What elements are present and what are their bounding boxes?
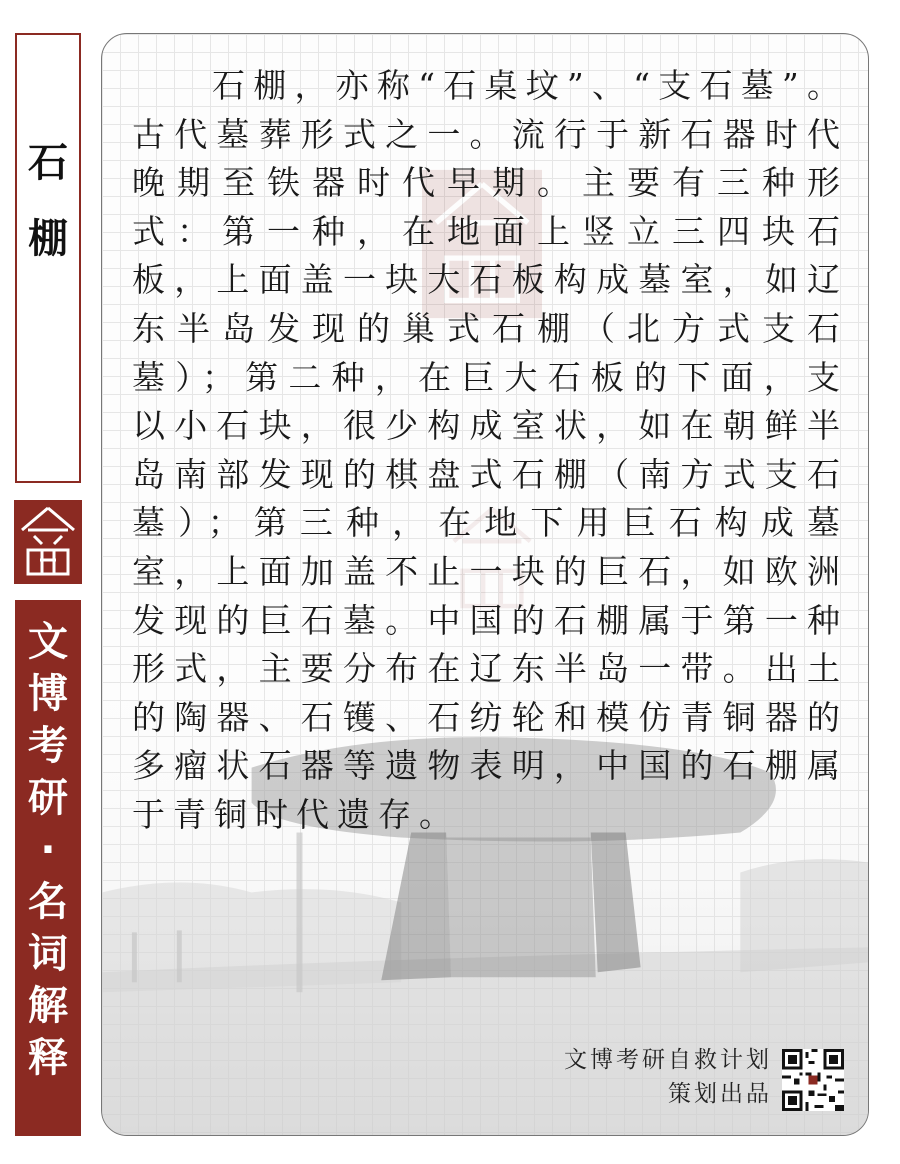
series-char: 词 [28, 931, 68, 977]
title-char: 石 [28, 140, 68, 186]
series-char: 文 [28, 619, 68, 665]
entry-body-text: 石棚，亦称“石桌坟”、“支石墓”。古代墓葬形式之一。流行于新石器时代晚期至铁器时代早期。主要有三种形式：第一种，在地面上竖立三四块石板，上面盖一块大石板构成墓室，如辽东半岛发现的巢式石棚（北方式支石墓）；第二种，在巨大石板的下面，支以小石块，很少构成室状，如在朝鲜半岛南部发现的棋盘式石棚（南方式支石墓）；第三种，在地下用巨石构成墓室，上面加盖不止一块的巨石，如欧洲发现的巨石墓。中国的石棚属于第一种形式，主要分布在辽东半岛一带。出土的陶器、石镬、石纺轮和模仿青铜器的多瘤状石器等遗物表明，中国的石棚属于青铜时代遗存。 [132, 66, 848, 834]
series-char: 释 [28, 1035, 68, 1081]
series-char: 名 [28, 879, 68, 925]
seal-icon [14, 500, 82, 584]
credit-line-2: 策划出品 [668, 1081, 772, 1107]
series-char: 解 [28, 983, 68, 1029]
series-char: · [40, 827, 56, 873]
title-char: 棚 [28, 216, 68, 262]
entry-title [15, 33, 81, 483]
series-label [15, 600, 81, 1136]
credit-line-1: 文博考研自救计划 [564, 1047, 772, 1073]
series-char: 研 [28, 775, 68, 821]
qr-code-icon[interactable] [782, 1049, 844, 1111]
series-char: 考 [28, 723, 68, 769]
credit-footer [564, 1043, 844, 1111]
series-char: 博 [28, 671, 68, 717]
entry-card [101, 33, 869, 1136]
